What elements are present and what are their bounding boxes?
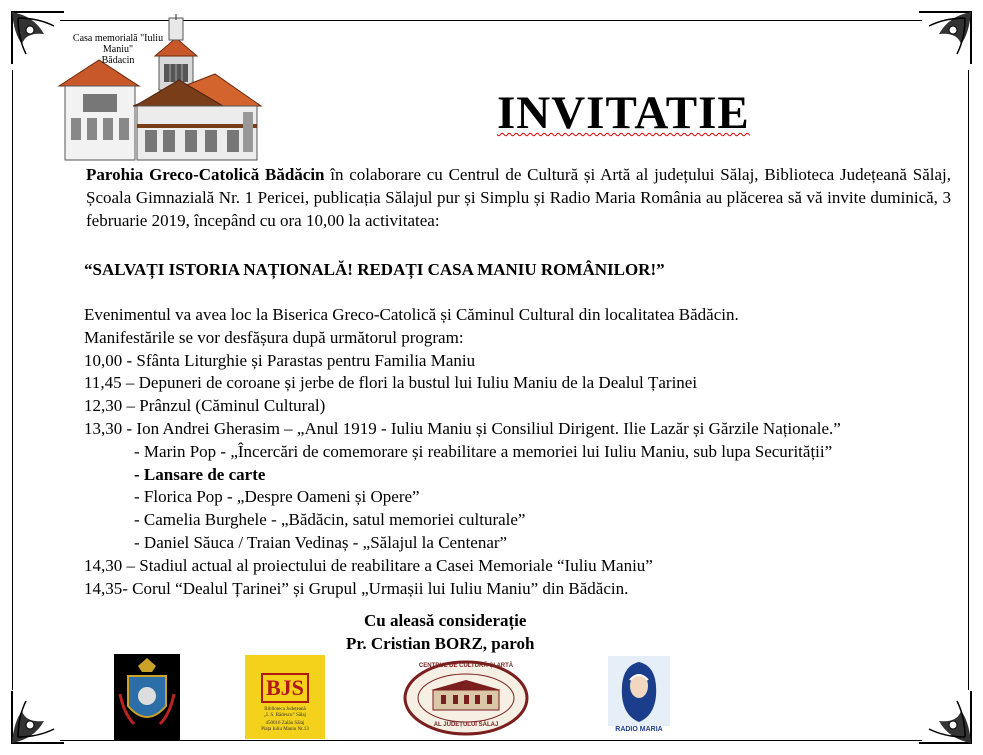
program-subitem: - Florica Pop - „Despre Oameni și Opere” <box>134 487 420 507</box>
bjs-caption2: „I. S. Bădescu” Sălaj <box>263 713 307 718</box>
intro-paragraph <box>86 163 951 232</box>
house-caption-line1: Casa memorială "Iuliu Maniu" <box>72 33 164 55</box>
closing-signature: Pr. Cristian BORZ, paroh <box>346 634 535 653</box>
bjs-letters: BJS <box>261 673 309 703</box>
slogan: “SALVAȚI ISTORIA NAȚIONALĂ! REDAȚI CASA MANIU ROMÂNILOR!” <box>84 260 665 279</box>
frame-bottom-line <box>60 740 922 741</box>
program-item: 14,30 – Stadiul actual al proiectului de reabilitare a Casei Memoriale “Iuliu Maniu” <box>84 555 653 575</box>
culture-center-top-text: CENTRUL DE CULTURĂ ȘI ARTĂ <box>418 663 514 669</box>
bjs-caption1: Biblioteca Județeană <box>264 707 306 712</box>
house-caption-line2: Bădacin <box>101 55 135 66</box>
intro-text: în colaborare cu Centrul de Cultură și Artă al județului Sălaj, Biblioteca Județeană Sălaj, Școala Gimnazială Nr. 1 Pericei, publicația Sălajul pur și Simplu și Radio Maria România au plăcerea să vă invite duminică, 3 februarie 2019, începând cu ora 10,00 la activitatea: <box>86 165 951 230</box>
program-item: 14,35- Corul “Dealul Țarinei” și Grupul „Urmașii lui Iuliu Maniu” din Bădăcin. <box>84 578 629 598</box>
page-title: INVITATIE <box>497 87 750 139</box>
frame-right-line <box>968 70 969 690</box>
radio-maria-text: RADIO MARIA <box>615 726 663 733</box>
house-caption <box>58 33 178 66</box>
culture-center-bottom-text: AL JUDEȚULUI SĂLAJ <box>433 722 499 728</box>
closing-greeting: Cu aleasă considerație <box>364 611 527 630</box>
program-item: 11,45 – Depuneri de coroane și jerbe de flori la bustul lui Iuliu Maniu de la Dealul Țarinei <box>84 373 698 393</box>
parish-coat-of-arms-logo <box>114 654 180 740</box>
culture-center-logo <box>403 660 529 736</box>
program-subitem: - Camelia Burghele - „Bădăcin, satul memoriei culturale” <box>134 510 526 530</box>
program-item: 10,00 - Sfânta Liturghie și Parastas pentru Familia Maniu <box>84 350 476 370</box>
program-item: 12,30 – Prânzul (Căminul Cultural) <box>84 396 326 416</box>
corner-ornament-bottom-left <box>4 681 74 751</box>
program-item: 13,30 - Ion Andrei Gherasim – „Anul 1919 - Iuliu Maniu și Consiliul Dirigent. Ilie Lazăr și Gărzile Naționale.” <box>84 418 841 438</box>
program-list <box>84 304 841 600</box>
intro-organizer: Parohia Greco-Catolică Bădăcin <box>86 165 325 184</box>
program-intro: Manifestările se vor desfășura după următorul program: <box>84 327 464 347</box>
bjs-caption4: Piața Iuliu Maniu Nr.13 <box>261 727 309 732</box>
frame-left-line <box>12 70 13 690</box>
bjs-library-logo <box>245 655 325 739</box>
bjs-caption3: 450016 Zalău Sălaj <box>265 721 305 726</box>
program-subitem: - Marin Pop - „Încercări de comemorare și reabilitare a memoriei lui Iuliu Maniu, sub lupa Securității” <box>134 441 833 461</box>
radio-maria-logo <box>608 656 670 738</box>
event-location: Evenimentul va avea loc la Biserica Greco-Catolică și Căminul Cultural din localitatea Bădăcin. <box>84 305 739 324</box>
program-subitem-launch: - Lansare de carte <box>134 464 266 484</box>
corner-ornament-bottom-right <box>909 681 979 751</box>
program-subitem: - Daniel Săuca / Traian Vedinaș - „Sălajul la Centenar” <box>134 532 508 552</box>
corner-ornament-top-right <box>909 4 979 74</box>
